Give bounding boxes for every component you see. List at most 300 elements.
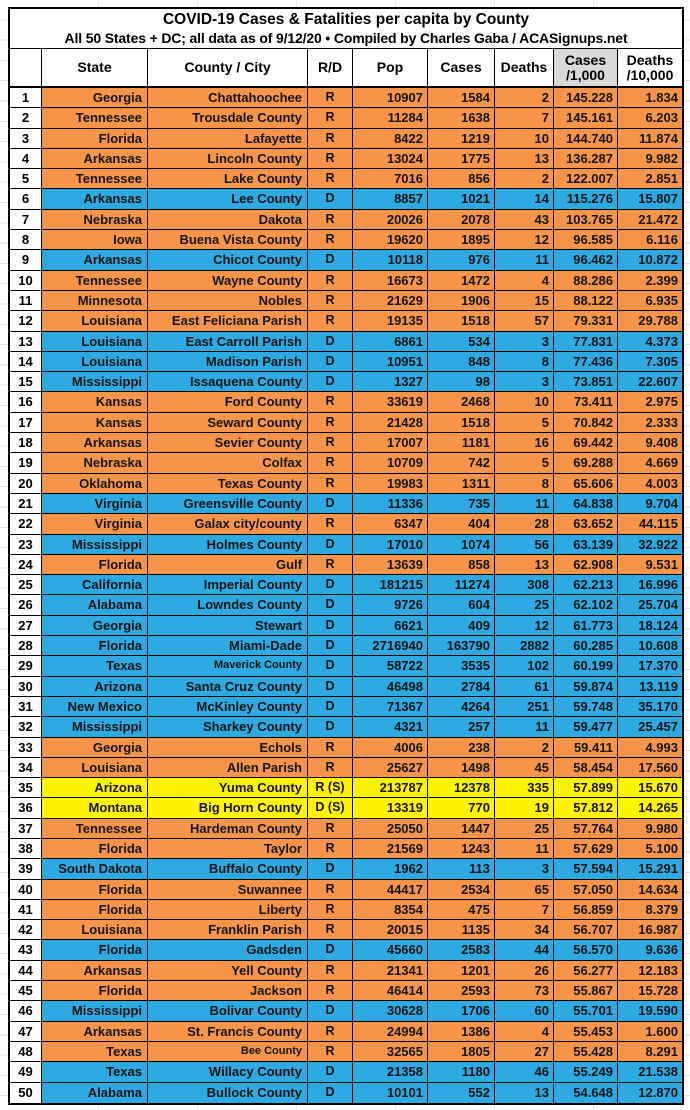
state-cell: Georgia bbox=[42, 738, 148, 757]
population-cell: 8422 bbox=[353, 129, 428, 148]
party-cell: R bbox=[308, 981, 353, 1000]
rank-cell: 25 bbox=[10, 575, 42, 594]
deaths-cell: 11 bbox=[495, 494, 554, 513]
deaths-cell: 56 bbox=[495, 535, 554, 554]
rank-cell: 39 bbox=[10, 859, 42, 878]
deaths-cell: 61 bbox=[495, 677, 554, 696]
cases-per-1000-cell: 144.740 bbox=[554, 129, 618, 148]
deaths-per-10000-cell: 2.399 bbox=[618, 271, 682, 290]
state-cell: Louisiana bbox=[42, 758, 148, 777]
cases-per-1000-cell: 61.773 bbox=[554, 616, 618, 635]
county-cell: Buena Vista County bbox=[148, 230, 308, 249]
state-cell: Louisiana bbox=[42, 332, 148, 351]
party-cell: R bbox=[308, 474, 353, 493]
cases-cell: 98 bbox=[428, 372, 495, 391]
cases-cell: 848 bbox=[428, 352, 495, 371]
county-cell: Stewart bbox=[148, 616, 308, 635]
deaths-cell: 65 bbox=[495, 880, 554, 899]
party-cell: R bbox=[308, 169, 353, 188]
party-cell: D bbox=[308, 1083, 353, 1103]
deaths-per-10000-cell: 2.333 bbox=[618, 413, 682, 432]
rank-cell: 50 bbox=[10, 1083, 42, 1103]
col-header-cases-per-1000 bbox=[554, 49, 618, 86]
deaths-cell: 8 bbox=[495, 474, 554, 493]
cases-cell: 534 bbox=[428, 332, 495, 351]
deaths-per-10000-cell: 17.560 bbox=[618, 758, 682, 777]
rank-cell: 1 bbox=[10, 88, 42, 107]
cases-per-1000-cell: 145.161 bbox=[554, 108, 618, 127]
population-cell: 10951 bbox=[353, 352, 428, 371]
population-cell: 11336 bbox=[353, 494, 428, 513]
deaths-per-10000-cell: 4.993 bbox=[618, 738, 682, 757]
county-cell: Seward County bbox=[148, 413, 308, 432]
cases-cell: 2583 bbox=[428, 940, 495, 959]
state-cell: Montana bbox=[42, 798, 148, 817]
party-cell: D bbox=[308, 1062, 353, 1081]
deaths-per-10000-cell: 21.538 bbox=[618, 1062, 682, 1081]
cases-cell: 1518 bbox=[428, 311, 495, 330]
party-cell: D bbox=[308, 332, 353, 351]
deaths-per-10000-cell: 7.305 bbox=[618, 352, 682, 371]
population-cell: 71367 bbox=[353, 697, 428, 716]
deaths-per-10000-cell: 10.872 bbox=[618, 250, 682, 269]
table-row bbox=[10, 413, 682, 433]
party-cell: R bbox=[308, 433, 353, 452]
table-row bbox=[10, 1001, 682, 1021]
cases-cell: 1201 bbox=[428, 961, 495, 980]
rank-cell: 6 bbox=[10, 189, 42, 208]
county-cell: Willacy County bbox=[148, 1062, 308, 1081]
table-row bbox=[10, 332, 682, 352]
deaths-per-10000-cell: 6.203 bbox=[618, 108, 682, 127]
deaths-per-10000-cell: 14.634 bbox=[618, 880, 682, 899]
deaths-per-10000-cell: 25.704 bbox=[618, 595, 682, 614]
party-cell: R bbox=[308, 1042, 353, 1061]
party-cell: D bbox=[308, 697, 353, 716]
table-row bbox=[10, 717, 682, 737]
population-cell: 6621 bbox=[353, 616, 428, 635]
table-row bbox=[10, 636, 682, 656]
deaths-per-10000-cell: 4.003 bbox=[618, 474, 682, 493]
cases-cell: 4264 bbox=[428, 697, 495, 716]
state-cell: Florida bbox=[42, 981, 148, 1000]
rank-cell: 41 bbox=[10, 900, 42, 919]
rank-cell: 8 bbox=[10, 230, 42, 249]
population-cell: 30628 bbox=[353, 1001, 428, 1020]
population-cell: 25050 bbox=[353, 819, 428, 838]
party-cell: R bbox=[308, 210, 353, 229]
party-cell: R bbox=[308, 961, 353, 980]
rank-cell: 42 bbox=[10, 920, 42, 939]
population-cell: 19135 bbox=[353, 311, 428, 330]
table-row bbox=[10, 697, 682, 717]
deaths-cell: 7 bbox=[495, 108, 554, 127]
cases-per-1000-cell: 62.102 bbox=[554, 595, 618, 614]
cases-cell: 409 bbox=[428, 616, 495, 635]
rank-cell: 33 bbox=[10, 738, 42, 757]
party-cell: D bbox=[308, 940, 353, 959]
col-header-pop: Pop bbox=[353, 49, 428, 86]
cases-cell: 1775 bbox=[428, 149, 495, 168]
county-cell: McKinley County bbox=[148, 697, 308, 716]
population-cell: 21358 bbox=[353, 1062, 428, 1081]
table-row bbox=[10, 291, 682, 311]
cases-per-1000-cell: 88.122 bbox=[554, 291, 618, 310]
deaths-per-10000-cell: 16.996 bbox=[618, 575, 682, 594]
cases-per-1000-cell: 73.851 bbox=[554, 372, 618, 391]
col-header-county: County / City bbox=[148, 49, 308, 86]
cases-cell: 1498 bbox=[428, 758, 495, 777]
cases-per-1000-cell: 69.288 bbox=[554, 453, 618, 472]
cases-per-1000-cell: 59.477 bbox=[554, 717, 618, 736]
county-cell: Madison Parish bbox=[148, 352, 308, 371]
deaths-per-10000-cell: 10.608 bbox=[618, 636, 682, 655]
table-row bbox=[10, 535, 682, 555]
population-cell: 8354 bbox=[353, 900, 428, 919]
population-cell: 6861 bbox=[353, 332, 428, 351]
table-row bbox=[10, 616, 682, 636]
rank-cell: 10 bbox=[10, 271, 42, 290]
county-cell: Yuma County bbox=[148, 778, 308, 797]
state-cell: Mississippi bbox=[42, 372, 148, 391]
county-cell: Gulf bbox=[148, 555, 308, 574]
state-cell: Arkansas bbox=[42, 1022, 148, 1041]
cases-cell: 2593 bbox=[428, 981, 495, 1000]
deaths-per-10000-cell: 11.874 bbox=[618, 129, 682, 148]
county-cell: Hardeman County bbox=[148, 819, 308, 838]
deaths-cell: 5 bbox=[495, 453, 554, 472]
rank-cell: 9 bbox=[10, 250, 42, 269]
rank-cell: 26 bbox=[10, 595, 42, 614]
cases-cell: 1181 bbox=[428, 433, 495, 452]
county-cell: Sharkey County bbox=[148, 717, 308, 736]
table-row bbox=[10, 189, 682, 209]
party-cell: R (S) bbox=[308, 778, 353, 797]
cases-per-1000-cell: 96.585 bbox=[554, 230, 618, 249]
county-cell: Santa Cruz County bbox=[148, 677, 308, 696]
population-cell: 13024 bbox=[353, 149, 428, 168]
rank-cell: 12 bbox=[10, 311, 42, 330]
cases-cell: 2784 bbox=[428, 677, 495, 696]
county-cell: Yell County bbox=[148, 961, 308, 980]
county-cell: Imperial County bbox=[148, 575, 308, 594]
population-cell: 11284 bbox=[353, 108, 428, 127]
cases-per-1000-cell: 77.831 bbox=[554, 332, 618, 351]
party-cell: R bbox=[308, 900, 353, 919]
party-cell: R bbox=[308, 758, 353, 777]
population-cell: 32565 bbox=[353, 1042, 428, 1061]
table-row bbox=[10, 250, 682, 270]
rank-cell: 2 bbox=[10, 108, 42, 127]
deaths-cell: 73 bbox=[495, 981, 554, 1000]
state-cell: Mississippi bbox=[42, 535, 148, 554]
county-cell: East Feliciana Parish bbox=[148, 311, 308, 330]
rank-cell: 15 bbox=[10, 372, 42, 391]
state-cell: Louisiana bbox=[42, 920, 148, 939]
cases-cell: 11274 bbox=[428, 575, 495, 594]
cases-cell: 1472 bbox=[428, 271, 495, 290]
table-row bbox=[10, 1022, 682, 1042]
rank-cell: 34 bbox=[10, 758, 42, 777]
county-cell: Suwannee bbox=[148, 880, 308, 899]
cases-per-1000-cell: 88.286 bbox=[554, 271, 618, 290]
state-cell: Arkansas bbox=[42, 250, 148, 269]
population-cell: 10709 bbox=[353, 453, 428, 472]
county-cell: Gadsden bbox=[148, 940, 308, 959]
county-cell: Buffalo County bbox=[148, 859, 308, 878]
state-cell: New Mexico bbox=[42, 697, 148, 716]
table-row bbox=[10, 920, 682, 940]
rank-cell: 44 bbox=[10, 961, 42, 980]
population-cell: 25627 bbox=[353, 758, 428, 777]
deaths-cell: 2 bbox=[495, 88, 554, 107]
state-cell: Louisiana bbox=[42, 352, 148, 371]
population-cell: 4006 bbox=[353, 738, 428, 757]
deaths-per-10000-cell: 9.982 bbox=[618, 149, 682, 168]
cases-per-1000-cell: 59.874 bbox=[554, 677, 618, 696]
col-header-rd: R/D bbox=[308, 49, 353, 86]
rank-cell: 30 bbox=[10, 677, 42, 696]
population-cell: 6347 bbox=[353, 514, 428, 533]
county-cell: Texas County bbox=[148, 474, 308, 493]
cases-cell: 1219 bbox=[428, 129, 495, 148]
cases-cell: 475 bbox=[428, 900, 495, 919]
county-cell: Holmes County bbox=[148, 535, 308, 554]
deaths-per-10000-cell: 12.183 bbox=[618, 961, 682, 980]
county-cell: Trousdale County bbox=[148, 108, 308, 127]
cases-per-1000-cell: 63.139 bbox=[554, 535, 618, 554]
population-cell: 21569 bbox=[353, 839, 428, 858]
state-cell: Florida bbox=[42, 129, 148, 148]
rank-cell: 28 bbox=[10, 636, 42, 655]
state-cell: Florida bbox=[42, 880, 148, 899]
rank-cell: 19 bbox=[10, 453, 42, 472]
table-row bbox=[10, 129, 682, 149]
party-cell: D bbox=[308, 250, 353, 269]
county-cell: Jackson bbox=[148, 981, 308, 1000]
cases-cell: 1074 bbox=[428, 535, 495, 554]
deaths-per-10000-cell: 9.636 bbox=[618, 940, 682, 959]
deaths-per-10000-cell: 15.807 bbox=[618, 189, 682, 208]
rank-cell: 46 bbox=[10, 1001, 42, 1020]
cases-per-1000-cell: 79.331 bbox=[554, 311, 618, 330]
cases-cell: 1135 bbox=[428, 920, 495, 939]
cases-per-1000-cell: 56.277 bbox=[554, 961, 618, 980]
cases-per-1000-cell: 57.812 bbox=[554, 798, 618, 817]
deaths-cell: 25 bbox=[495, 595, 554, 614]
county-cell: Lafayette bbox=[148, 129, 308, 148]
rank-cell: 22 bbox=[10, 514, 42, 533]
table-row bbox=[10, 392, 682, 412]
table-row bbox=[10, 88, 682, 108]
population-cell: 33619 bbox=[353, 392, 428, 411]
deaths-cell: 44 bbox=[495, 940, 554, 959]
deaths-cell: 15 bbox=[495, 291, 554, 310]
population-cell: 21428 bbox=[353, 413, 428, 432]
state-cell: Florida bbox=[42, 636, 148, 655]
deaths-cell: 13 bbox=[495, 149, 554, 168]
deaths-per-10000-cell: 21.472 bbox=[618, 210, 682, 229]
rank-cell: 21 bbox=[10, 494, 42, 513]
cases-per-1000-cell: 56.570 bbox=[554, 940, 618, 959]
rank-cell: 24 bbox=[10, 555, 42, 574]
population-cell: 13319 bbox=[353, 798, 428, 817]
party-cell: D bbox=[308, 859, 353, 878]
deaths-per-10000-cell: 29.788 bbox=[618, 311, 682, 330]
population-cell: 20015 bbox=[353, 920, 428, 939]
cases-per-1000-cell: 57.899 bbox=[554, 778, 618, 797]
deaths-cell: 19 bbox=[495, 798, 554, 817]
state-cell: Texas bbox=[42, 1062, 148, 1081]
deaths-cell: 5 bbox=[495, 413, 554, 432]
state-cell: Mississippi bbox=[42, 1001, 148, 1020]
cases-per-1000-cell: 57.764 bbox=[554, 819, 618, 838]
rank-cell: 48 bbox=[10, 1042, 42, 1061]
cases-per-1000-cell: 64.838 bbox=[554, 494, 618, 513]
party-cell: R bbox=[308, 392, 353, 411]
cases-per-1000-cell: 54.648 bbox=[554, 1083, 618, 1103]
state-cell: Arizona bbox=[42, 778, 148, 797]
cases-cell: 1311 bbox=[428, 474, 495, 493]
party-cell: D bbox=[308, 717, 353, 736]
table-row bbox=[10, 352, 682, 372]
party-cell: D bbox=[308, 616, 353, 635]
deaths-per-10000-cell: 32.922 bbox=[618, 535, 682, 554]
deaths-per-10000-cell: 4.373 bbox=[618, 332, 682, 351]
population-cell: 181215 bbox=[353, 575, 428, 594]
table-row bbox=[10, 230, 682, 250]
county-cell: Colfax bbox=[148, 453, 308, 472]
party-cell: R bbox=[308, 453, 353, 472]
county-cell: St. Francis County bbox=[148, 1022, 308, 1041]
party-cell: D bbox=[308, 189, 353, 208]
header-row bbox=[10, 49, 682, 88]
county-cell: Wayne County bbox=[148, 271, 308, 290]
state-cell: Florida bbox=[42, 555, 148, 574]
party-cell: R bbox=[308, 839, 353, 858]
county-cell: Echols bbox=[148, 738, 308, 757]
population-cell: 16673 bbox=[353, 271, 428, 290]
deaths-per-10000-cell: 19.590 bbox=[618, 1001, 682, 1020]
table-row bbox=[10, 981, 682, 1001]
population-cell: 46414 bbox=[353, 981, 428, 1000]
table-row bbox=[10, 798, 682, 818]
state-cell: California bbox=[42, 575, 148, 594]
cases-per-1000-cell: 62.908 bbox=[554, 555, 618, 574]
table-row bbox=[10, 738, 682, 758]
county-cell: Franklin Parish bbox=[148, 920, 308, 939]
state-cell: Virginia bbox=[42, 514, 148, 533]
cases-per-1000-cell: 58.454 bbox=[554, 758, 618, 777]
deaths-cell: 11 bbox=[495, 717, 554, 736]
rank-cell: 37 bbox=[10, 819, 42, 838]
deaths-cell: 335 bbox=[495, 778, 554, 797]
county-cell: Miami-Dade bbox=[148, 636, 308, 655]
table-row bbox=[10, 1042, 682, 1062]
deaths-cell: 25 bbox=[495, 819, 554, 838]
table-row bbox=[10, 271, 682, 291]
table-row bbox=[10, 758, 682, 778]
population-cell: 58722 bbox=[353, 656, 428, 675]
cases-per-1000-cell: 59.411 bbox=[554, 738, 618, 757]
deaths-cell: 12 bbox=[495, 616, 554, 635]
cases-cell: 12378 bbox=[428, 778, 495, 797]
cases-cell: 404 bbox=[428, 514, 495, 533]
deaths-cell: 46 bbox=[495, 1062, 554, 1081]
deaths-per-10000-cell: 2.975 bbox=[618, 392, 682, 411]
state-cell: Nebraska bbox=[42, 210, 148, 229]
deaths-per-10000-cell: 2.851 bbox=[618, 169, 682, 188]
table-row bbox=[10, 900, 682, 920]
deaths-cell: 60 bbox=[495, 1001, 554, 1020]
deaths-cell: 13 bbox=[495, 555, 554, 574]
state-cell: Florida bbox=[42, 900, 148, 919]
table-row bbox=[10, 555, 682, 575]
population-cell: 19620 bbox=[353, 230, 428, 249]
deaths-per-10000-cell: 25.457 bbox=[618, 717, 682, 736]
deaths-per-10000-cell: 1.834 bbox=[618, 88, 682, 107]
deaths-cell: 308 bbox=[495, 575, 554, 594]
rank-cell: 5 bbox=[10, 169, 42, 188]
rank-cell: 4 bbox=[10, 149, 42, 168]
state-cell: Arkansas bbox=[42, 189, 148, 208]
cases-per-1000-cell: 56.859 bbox=[554, 900, 618, 919]
rank-cell: 36 bbox=[10, 798, 42, 817]
deaths-per-10000-cell: 6.116 bbox=[618, 230, 682, 249]
deaths-cell: 10 bbox=[495, 129, 554, 148]
county-cell: Dakota bbox=[148, 210, 308, 229]
state-cell: Arkansas bbox=[42, 961, 148, 980]
state-cell: Louisiana bbox=[42, 311, 148, 330]
state-cell: Tennessee bbox=[42, 169, 148, 188]
county-cell: Taylor bbox=[148, 839, 308, 858]
col-header-deaths-per-10000 bbox=[618, 49, 682, 86]
cases-cell: 2468 bbox=[428, 392, 495, 411]
party-cell: R bbox=[308, 291, 353, 310]
state-cell: Georgia bbox=[42, 616, 148, 635]
party-cell: R bbox=[308, 88, 353, 107]
deaths-per-10000-cell: 6.935 bbox=[618, 291, 682, 310]
state-cell: Georgia bbox=[42, 88, 148, 107]
state-cell: Florida bbox=[42, 940, 148, 959]
cases-per-1000-cell: 145.228 bbox=[554, 88, 618, 107]
state-cell: Alabama bbox=[42, 595, 148, 614]
cases-per-1000-cell: 63.652 bbox=[554, 514, 618, 533]
table-title: COVID-19 Cases & Fatalities per capita by County bbox=[162, 10, 530, 28]
col-header-deaths-per-10000-line2: /10,000 bbox=[626, 66, 674, 83]
cases-cell: 552 bbox=[428, 1083, 495, 1103]
table-row bbox=[10, 575, 682, 595]
cases-cell: 2534 bbox=[428, 880, 495, 899]
county-cell: Lee County bbox=[148, 189, 308, 208]
state-cell: Kansas bbox=[42, 392, 148, 411]
col-header-cases-per-1000-line1: Cases bbox=[564, 51, 607, 68]
table-row bbox=[10, 961, 682, 981]
cases-cell: 1906 bbox=[428, 291, 495, 310]
party-cell: D (S) bbox=[308, 798, 353, 817]
deaths-per-10000-cell: 9.408 bbox=[618, 433, 682, 452]
cases-per-1000-cell: 57.050 bbox=[554, 880, 618, 899]
deaths-per-10000-cell: 15.728 bbox=[618, 981, 682, 1000]
county-cell: Lowndes County bbox=[148, 595, 308, 614]
population-cell: 10907 bbox=[353, 88, 428, 107]
party-cell: R bbox=[308, 311, 353, 330]
table-row bbox=[10, 859, 682, 879]
table-row bbox=[10, 880, 682, 900]
cases-per-1000-cell: 56.707 bbox=[554, 920, 618, 939]
table-row bbox=[10, 677, 682, 697]
county-cell: Allen Parish bbox=[148, 758, 308, 777]
